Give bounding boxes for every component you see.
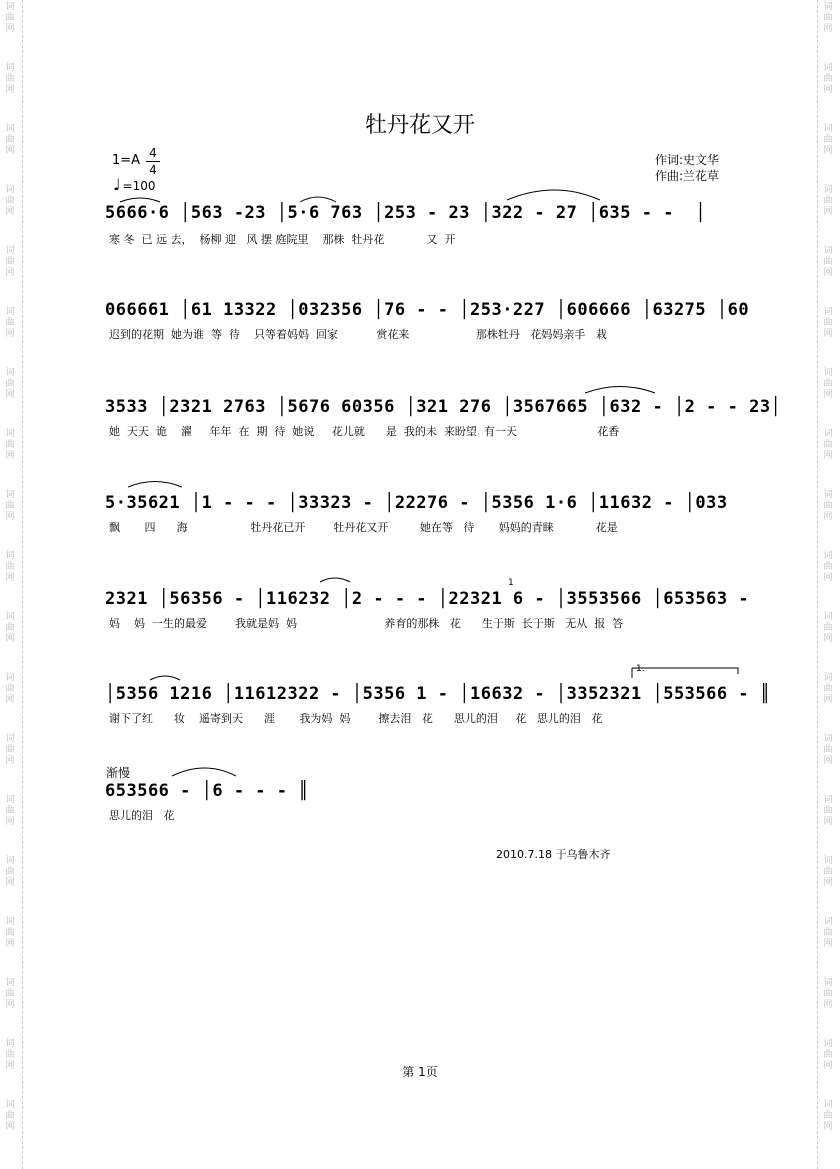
notation-line: 5666·6 │563 -23 │5·6 763 │253 - 23 │322 - 27 │635 - - │	[105, 203, 707, 223]
watermark-text: 词 曲 网	[5, 490, 15, 522]
watermark-text: 词 曲 网	[5, 734, 15, 766]
watermark-text: 词 曲 网	[5, 63, 15, 95]
watermark-text: 词 曲 网	[823, 2, 833, 34]
score-row-3	[105, 397, 782, 438]
lyrics-line: 思儿的泪 花	[109, 809, 175, 822]
breath-mark: 1	[508, 578, 514, 588]
notation-line: 2321 │56356 - │116232 │2 - - - │22321 6 - │3553566 │653563 -	[105, 589, 750, 609]
watermark-text: 词 曲 网	[5, 917, 15, 949]
watermark-text: 词 曲 网	[5, 185, 15, 217]
watermark-text: 词 曲 网	[823, 734, 833, 766]
slur	[120, 198, 160, 202]
key-signature: 1=A	[112, 153, 141, 168]
watermark-text: 词 曲 网	[5, 2, 15, 34]
lyrics-line: 她 天天 诡 濯 年年 在 期 待 她说 花儿就 是 我的未 来盼望 有一天 花香	[109, 425, 620, 438]
watermark-text: 词 曲 网	[5, 673, 15, 705]
volta-label: 1.	[636, 664, 645, 674]
watermark-text: 词 曲 网	[5, 551, 15, 583]
slur	[172, 768, 236, 776]
score-row-5	[105, 589, 750, 630]
watermark-text: 词 曲 网	[5, 1039, 15, 1071]
page-number: 第 1页	[402, 1065, 438, 1079]
watermark-text: 词 曲 网	[823, 63, 833, 95]
watermark-text: 词 曲 网	[823, 185, 833, 217]
watermark-text: 词 曲 网	[823, 429, 833, 461]
watermark-text: 词 曲 网	[823, 673, 833, 705]
watermark-text: 词 曲 网	[5, 856, 15, 888]
notation-line: 3533 │2321 2763 │5676 60356 │321 276 │3567665 │632 - │2 - - 23│	[105, 397, 782, 417]
watermark-text: 词 曲 网	[5, 246, 15, 278]
lyrics-line: 妈 妈 一生的最爱 我就是妈 妈 养育的那株 花 生于斯 长于斯 无从 报 答	[109, 617, 624, 630]
watermark-text: 词 曲 网	[823, 246, 833, 278]
score-row-6	[105, 684, 771, 725]
watermark-text: 词 曲 网	[823, 917, 833, 949]
watermark-text: 词 曲 网	[823, 1039, 833, 1071]
watermark-text: 词 曲 网	[823, 612, 833, 644]
watermark-text: 词 曲 网	[5, 978, 15, 1010]
lyrics-line: 迟到的花期 她为谁 等 待 只等着妈妈 回家 赏花来 那株牡丹 花妈妈亲手 栽	[109, 328, 607, 341]
score-row-1	[105, 203, 707, 246]
watermark-text: 词 曲 网	[5, 368, 15, 400]
watermark-text: 词 曲 网	[823, 307, 833, 339]
watermark-text: 词 曲 网	[5, 429, 15, 461]
notation-line: │5356 1216 │11612322 - │5356 1 - │16632 - │3352321 │553566 - ║	[105, 684, 771, 704]
watermark-text: 词 曲 网	[5, 124, 15, 156]
slur	[507, 190, 600, 200]
notation-line: 5·35621 │1 - - - │33323 - │22276 - │5356 1·6 │11632 - │033	[105, 493, 728, 513]
tempo-value: =100	[122, 179, 156, 193]
score-row-2	[105, 300, 750, 341]
watermark-text: 词 曲 网	[823, 978, 833, 1010]
watermark-text: 词 曲 网	[823, 856, 833, 888]
lyrics-line: 寒 冬 已 远 去， 杨柳 迎 风 摆 庭院里 那株 牡丹花 又 开	[109, 233, 456, 246]
time-signature-top: 4	[149, 146, 157, 160]
slur	[300, 197, 336, 202]
watermark-text: 词 曲 网	[823, 368, 833, 400]
watermark-text: 词 曲 网	[5, 1100, 15, 1132]
watermark-text: 词 曲 网	[823, 551, 833, 583]
composer: 作曲:兰花草	[655, 169, 720, 183]
score-row-7	[105, 781, 309, 822]
volta-bracket	[632, 668, 738, 674]
quarter-note-icon: ♩	[113, 175, 121, 194]
watermark-text: 词 曲 网	[5, 795, 15, 827]
tempo-marking	[113, 175, 156, 194]
slur	[150, 676, 180, 680]
date-place: 2010.7.18 于乌鲁木齐	[496, 848, 611, 861]
watermark-text: 词 曲 网	[823, 795, 833, 827]
time-signature	[146, 146, 160, 177]
watermark-text: 词 曲 网	[5, 612, 15, 644]
watermark-text: 词 曲 网	[823, 490, 833, 522]
notation-line: 653566 - │6 - - - ║	[105, 781, 309, 801]
slur	[320, 578, 350, 582]
watermark-left	[0, 0, 23, 1169]
credits	[655, 152, 719, 184]
notation-line: 066661 │61 13322 │032356 │76 - - │253·227 │606666 │63275 │60	[105, 300, 750, 320]
slur	[128, 482, 182, 488]
watermark-text: 词 曲 网	[823, 1100, 833, 1132]
song-title: 牡丹花又开	[364, 113, 475, 138]
lyricist: 作词:史文华	[655, 153, 720, 167]
lyrics-line: 谢下了红 妆 遥寄到天 涯 我为妈 妈 擦去泪 花 思儿的泪 花 思儿的泪 花	[109, 712, 603, 725]
time-signature-divider	[146, 161, 160, 162]
watermark-text: 词 曲 网	[823, 124, 833, 156]
ritardando-marking: 渐慢	[106, 766, 131, 780]
score-row-4	[105, 493, 728, 534]
watermark-text: 词 曲 网	[5, 307, 15, 339]
lyrics-line: 飘 四 海 牡丹花已开 牡丹花又开 她在等 待 妈妈的青睐 花是	[109, 521, 618, 534]
slur	[585, 387, 655, 394]
watermark-right	[817, 0, 840, 1169]
time-signature-bottom: 4	[149, 163, 157, 177]
